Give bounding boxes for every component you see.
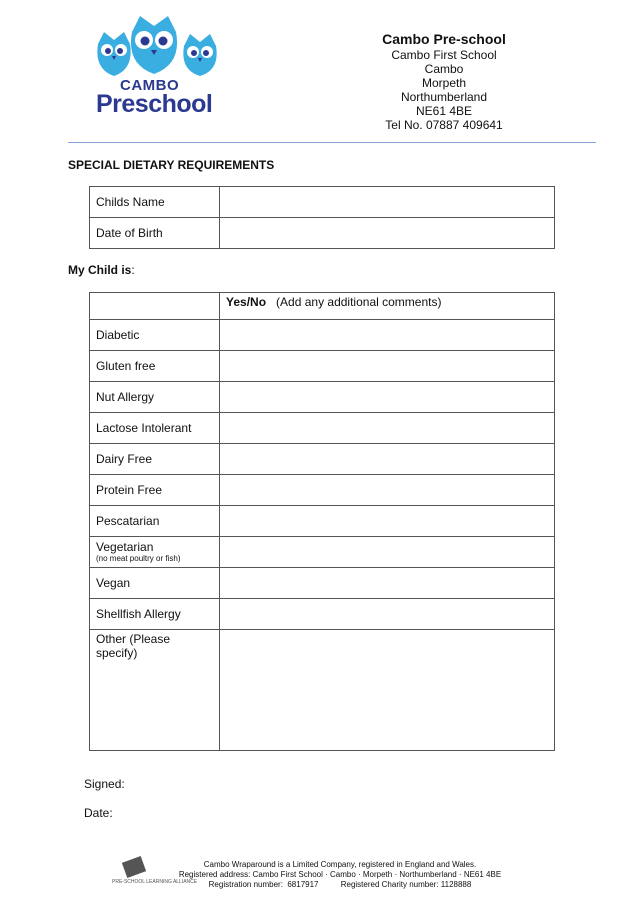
row-label: Dairy Free bbox=[90, 444, 220, 475]
address-line: Morpeth bbox=[421, 76, 467, 90]
signed-label: Signed: bbox=[84, 777, 125, 791]
footer-line: Registration number: 6817917 Registered Charity number: 1128888 bbox=[208, 880, 472, 889]
my-child-colon: : bbox=[131, 263, 135, 277]
other-label: Other (Please specify) bbox=[90, 630, 220, 751]
other-specify-field[interactable] bbox=[220, 630, 555, 751]
badge-text: PRE-SCHOOL LEARNING ALLIANCE bbox=[112, 879, 198, 885]
header-empty-cell bbox=[90, 293, 220, 320]
vegetarian-label: Vegetarian bbox=[96, 540, 154, 554]
row-label: Nut Allergy bbox=[90, 382, 220, 413]
logo-text-preschool: Preschool bbox=[96, 90, 213, 118]
answer-field[interactable] bbox=[220, 320, 555, 351]
details-label: Date of Birth bbox=[90, 218, 220, 249]
row-label bbox=[90, 537, 220, 568]
page-title: SPECIAL DIETARY REQUIREMENTS bbox=[68, 158, 275, 172]
date-label: Date: bbox=[84, 806, 113, 820]
my-child-heading bbox=[68, 263, 135, 277]
header-divider bbox=[68, 142, 596, 143]
answer-field[interactable] bbox=[220, 537, 555, 568]
yes-no-header: Yes/No bbox=[226, 295, 267, 309]
table-row bbox=[90, 630, 555, 751]
vegetarian-note: (no meat poultry or fish) bbox=[96, 554, 181, 563]
table-row bbox=[90, 568, 555, 599]
answer-field[interactable] bbox=[220, 599, 555, 630]
row-label: Lactose Intolerant bbox=[90, 413, 220, 444]
logo-text-cambo: CAMBO bbox=[120, 77, 180, 94]
address-line: Cambo bbox=[424, 62, 464, 76]
address-line: Cambo First School bbox=[391, 48, 497, 62]
row-label: Shellfish Allergy bbox=[90, 599, 220, 630]
table-row bbox=[90, 537, 555, 568]
address-line: Northumberland bbox=[400, 90, 488, 104]
answer-field[interactable] bbox=[220, 568, 555, 599]
table-row bbox=[90, 444, 555, 475]
date-of-birth-field[interactable] bbox=[220, 218, 555, 249]
table-row bbox=[90, 475, 555, 506]
table-row bbox=[90, 382, 555, 413]
header-cell bbox=[220, 293, 555, 320]
row-label: Vegan bbox=[90, 568, 220, 599]
footer-line: Registered address: Cambo First School · Cambo · Morpeth · Northumberland · NE61 4BE bbox=[178, 870, 502, 879]
row-label: Gluten free bbox=[90, 351, 220, 382]
footer-line: Cambo Wraparound is a Limited Company, registered in England and Wales. bbox=[203, 860, 477, 869]
row-label: Diabetic bbox=[90, 320, 220, 351]
answer-field[interactable] bbox=[220, 475, 555, 506]
table-row bbox=[90, 413, 555, 444]
table-row bbox=[90, 320, 555, 351]
dietary-table bbox=[89, 292, 555, 751]
child-details-table bbox=[89, 186, 555, 249]
answer-field[interactable] bbox=[220, 506, 555, 537]
table-row bbox=[90, 599, 555, 630]
table-row bbox=[90, 218, 555, 249]
address-line: NE61 4BE bbox=[415, 104, 473, 118]
details-label: Childs Name bbox=[90, 187, 220, 218]
pre-school-learning-alliance-logo-icon bbox=[110, 855, 198, 891]
answer-field[interactable] bbox=[220, 413, 555, 444]
row-label: Protein Free bbox=[90, 475, 220, 506]
footer bbox=[150, 860, 530, 890]
table-row bbox=[90, 351, 555, 382]
table-row bbox=[90, 187, 555, 218]
answer-field[interactable] bbox=[220, 444, 555, 475]
org-name: Cambo Pre-school bbox=[382, 31, 506, 47]
telephone: Tel No. 07887 409641 bbox=[385, 118, 503, 132]
my-child-label: My Child is bbox=[68, 263, 132, 277]
answer-field[interactable] bbox=[220, 351, 555, 382]
child-name-field[interactable] bbox=[220, 187, 555, 218]
table-row bbox=[90, 506, 555, 537]
table-header-row bbox=[90, 293, 555, 320]
answer-field[interactable] bbox=[220, 382, 555, 413]
address-block bbox=[344, 30, 544, 132]
comments-header: (Add any additional comments) bbox=[276, 295, 442, 309]
row-label: Pescatarian bbox=[90, 506, 220, 537]
